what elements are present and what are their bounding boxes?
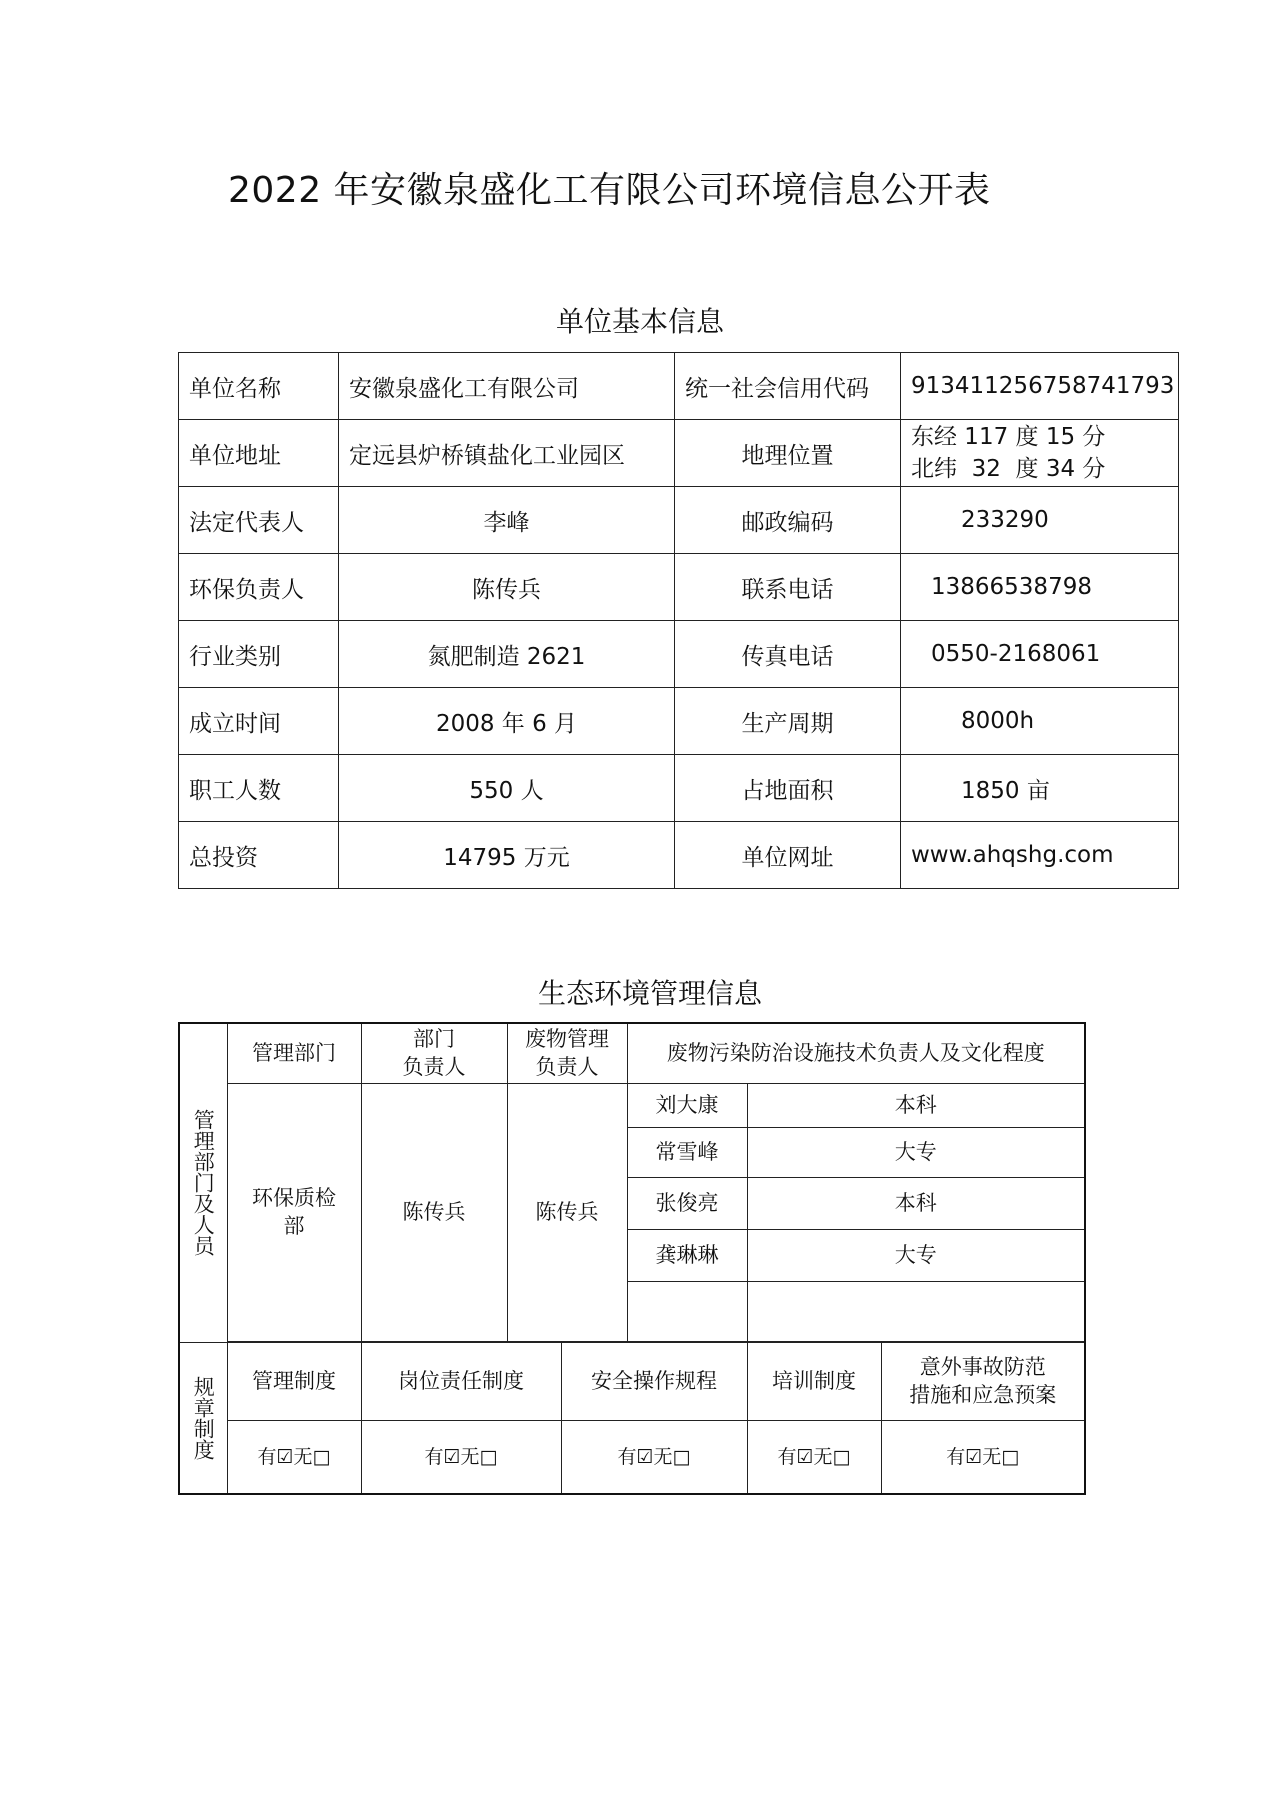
value-cell: 14795 万元 — [339, 822, 675, 889]
rule-status — [561, 1420, 747, 1494]
label-cell: 行业类别 — [179, 621, 339, 688]
rule-checkbox: 有☑无□ — [257, 1446, 331, 1469]
rule-name — [881, 1342, 1085, 1420]
rule-checkbox: 有☑无□ — [424, 1446, 498, 1469]
value-cell: 8000h — [901, 688, 1179, 755]
label-cell: 环保负责人 — [179, 554, 339, 621]
longitude-text: 东经 117 度 15 分 — [911, 424, 1106, 450]
latitude-text: 北纬 32 度 34 分 — [911, 456, 1106, 482]
env-info-section-title: 生态环境管理信息 — [537, 977, 762, 1010]
staff-edu: 本科 — [747, 1083, 1085, 1127]
empty-cell — [747, 1281, 1085, 1341]
value-cell: 陈传兵 — [339, 554, 675, 621]
staff-edu: 本科 — [747, 1177, 1085, 1229]
table-row — [179, 420, 1179, 487]
rule-checkbox: 有☑无□ — [777, 1446, 851, 1469]
basic-info-section-title: 单位基本信息 — [555, 305, 724, 338]
header-line: 负责人 — [535, 1055, 599, 1080]
table-row — [179, 1342, 1085, 1420]
value-cell: 1850 亩 — [901, 755, 1179, 822]
page-title: 2022 年安徽泉盛化工有限公司环境信息公开表 — [228, 170, 991, 211]
label-cell: 地理位置 — [675, 420, 901, 487]
header-line: 部门 — [413, 1027, 455, 1052]
value-cell: 氮肥制造 2621 — [339, 621, 675, 688]
rule-name: 培训制度 — [747, 1342, 881, 1420]
rule-status — [361, 1420, 561, 1494]
label-cell: 单位网址 — [675, 822, 901, 889]
value-cell: 李峰 — [339, 487, 675, 554]
dept-head-cell: 陈传兵 — [361, 1083, 507, 1341]
table-row — [179, 1083, 1085, 1127]
table-row — [179, 755, 1179, 822]
value-cell: 13866538798 — [901, 554, 1179, 621]
table-row — [179, 487, 1179, 554]
dept-line: 部 — [283, 1214, 305, 1238]
staff-name: 常雪峰 — [627, 1127, 747, 1177]
staff-name: 龚琳琳 — [627, 1229, 747, 1281]
staff-edu: 大专 — [747, 1127, 1085, 1177]
label-cell: 单位地址 — [179, 420, 339, 487]
rule-status — [881, 1420, 1085, 1494]
header-line: 废物管理 — [525, 1027, 609, 1052]
rule-status — [747, 1420, 881, 1494]
dept-cell — [227, 1083, 361, 1341]
label-cell: 法定代表人 — [179, 487, 339, 554]
label-cell: 职工人数 — [179, 755, 339, 822]
value-cell: 233290 — [901, 487, 1179, 554]
table-row — [179, 621, 1179, 688]
table-row — [179, 822, 1179, 889]
env-info-table — [178, 1022, 1086, 1495]
rule-name-line: 措施和应急预案 — [909, 1383, 1057, 1407]
value-cell: 定远县炉桥镇盐化工业园区 — [339, 420, 675, 487]
rule-status — [227, 1420, 361, 1494]
empty-cell — [627, 1281, 747, 1341]
staff-edu: 大专 — [747, 1229, 1085, 1281]
header-cell — [507, 1023, 627, 1083]
label-cell: 邮政编码 — [675, 487, 901, 554]
value-cell: 550 人 — [339, 755, 675, 822]
table-row — [179, 1420, 1085, 1494]
staff-name: 刘大康 — [627, 1083, 747, 1127]
label-cell: 单位名称 — [179, 353, 339, 420]
header-line: 负责人 — [402, 1055, 466, 1080]
label-cell: 统一社会信用代码 — [675, 353, 901, 420]
dept-line: 环保质检 — [252, 1186, 336, 1210]
label-cell: 总投资 — [179, 822, 339, 889]
staff-name: 张俊亮 — [627, 1177, 747, 1229]
rule-checkbox: 有☑无□ — [946, 1446, 1020, 1469]
value-cell: 安徽泉盛化工有限公司 — [339, 353, 675, 420]
rule-name: 岗位责任制度 — [361, 1342, 561, 1420]
value-cell: 2008 年 6 月 — [339, 688, 675, 755]
rule-checkbox: 有☑无□ — [617, 1446, 691, 1469]
rule-name-line: 意外事故防范 — [919, 1355, 1046, 1379]
label-cell: 传真电话 — [675, 621, 901, 688]
label-cell: 联系电话 — [675, 554, 901, 621]
table-row — [179, 353, 1179, 420]
label-cell: 生产周期 — [675, 688, 901, 755]
waste-head-cell: 陈传兵 — [507, 1083, 627, 1341]
value-cell: 913411256758741793 — [901, 353, 1179, 420]
basic-info-table — [178, 352, 1179, 889]
header-cell — [361, 1023, 507, 1083]
table-row — [179, 554, 1179, 621]
rule-name: 管理制度 — [227, 1342, 361, 1420]
label-cell: 成立时间 — [179, 688, 339, 755]
group-label-rules: 规章制度 — [179, 1342, 227, 1494]
geo-location-cell — [901, 420, 1179, 487]
table-row — [179, 688, 1179, 755]
label-cell: 占地面积 — [675, 755, 901, 822]
header-cell: 废物污染防治设施技术负责人及文化程度 — [627, 1023, 1085, 1083]
value-cell: www.ahqshg.com — [901, 822, 1179, 889]
value-cell: 0550-2168061 — [901, 621, 1179, 688]
table-row — [179, 1023, 1085, 1083]
header-cell: 管理部门 — [227, 1023, 361, 1083]
group-label-personnel: 管理部门及人员 — [179, 1023, 227, 1342]
rule-name: 安全操作规程 — [561, 1342, 747, 1420]
